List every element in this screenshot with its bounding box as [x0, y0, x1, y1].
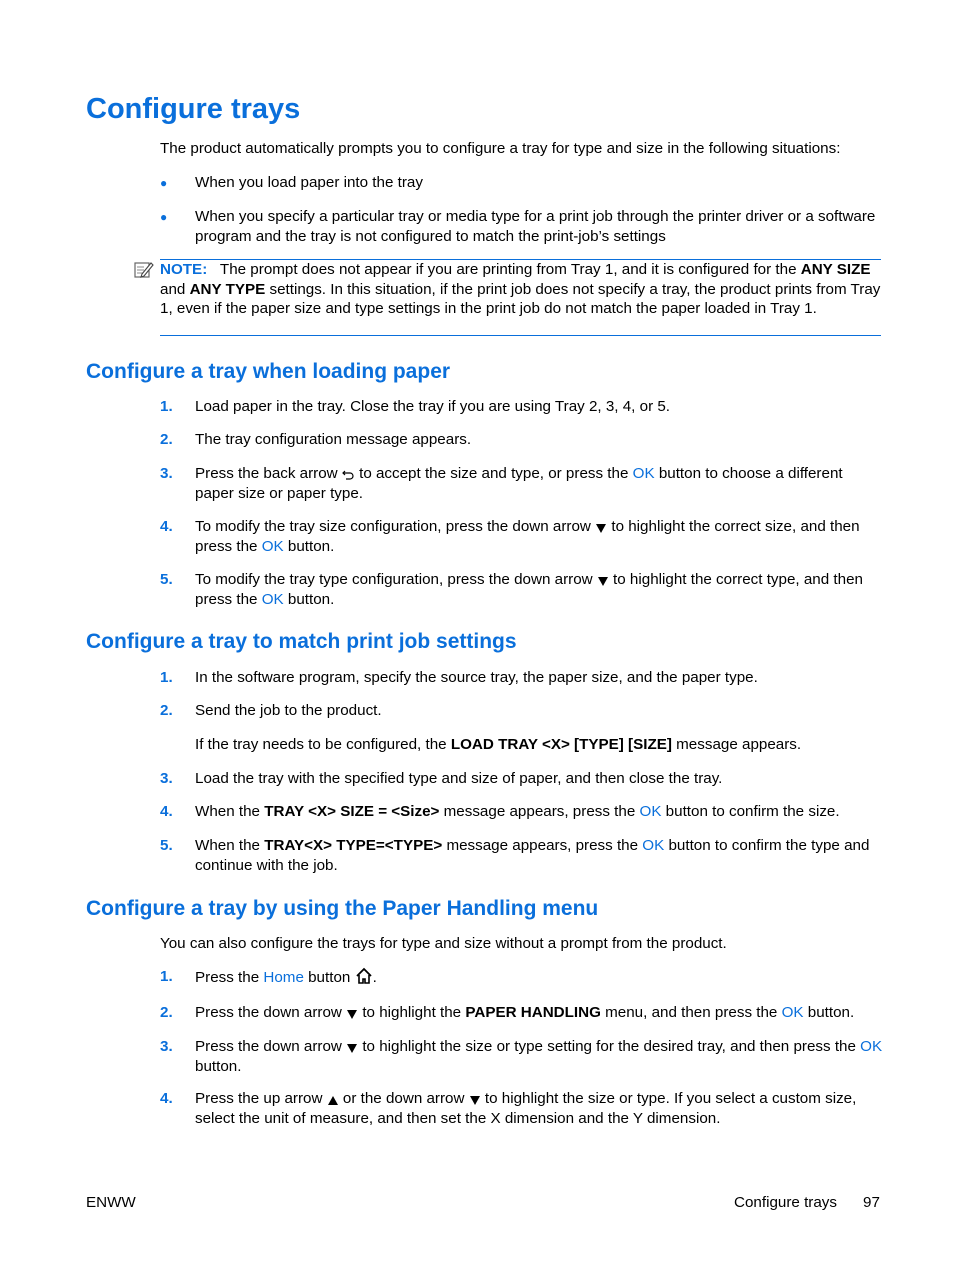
step-text-part: to highlight the correct size, and then press the [195, 518, 860, 555]
note-bold-any-type: ANY TYPE [189, 280, 266, 298]
step-number: 1. [160, 968, 173, 985]
note-text-part: and [160, 280, 190, 298]
step-subtext [195, 735, 883, 755]
note-label: NOTE: [160, 261, 208, 278]
note-text-part: The prompt does not appear if you are printing from Tray 1, and it is configured for the [219, 261, 801, 278]
step-text-part: Press the up arrow [195, 1090, 327, 1107]
step-text-part: to accept the size and type, or press the [354, 465, 633, 482]
footer-left-label: ENWW [86, 1194, 136, 1211]
step-text [195, 967, 883, 988]
step-text-part: Press the down arrow [195, 1038, 347, 1055]
bullet-item: When you specify a particular tray or media type for a print job through the printer driver or a software program and the tray is not configured to match the print-job’s settings [195, 208, 876, 245]
ok-button-label: OK [261, 590, 284, 608]
step-number: 1. [160, 398, 173, 415]
step-number: 1. [160, 669, 173, 686]
down-arrow-icon [595, 522, 607, 534]
step-number: 3. [160, 770, 173, 787]
step-text-part: to highlight the correct type, and then press the [195, 571, 863, 608]
section-heading-print-job-settings: Configure a tray to match print job settings [86, 630, 517, 653]
bullet-icon: ● [160, 176, 168, 190]
step-text-part: to highlight the size or type setting for the desired tray, and then press the [358, 1038, 861, 1055]
step-text-part: button. [803, 1004, 855, 1021]
step-number: 4. [160, 1090, 173, 1107]
step-text-part: or the down arrow [338, 1090, 469, 1107]
step-text-part: button [303, 969, 355, 986]
ok-button-label: OK [781, 1004, 804, 1021]
step-text [195, 517, 883, 556]
step-number: 4. [160, 803, 173, 820]
step-text: Load the tray with the specified type and size of paper, and then close the tray. [195, 770, 723, 787]
down-arrow-icon [346, 1008, 358, 1020]
ok-button-label: OK [860, 1038, 883, 1055]
step-text-part: To modify the tray size configuration, press the down arrow [195, 518, 596, 535]
step-number: 2. [160, 431, 173, 448]
load-tray-message: LOAD TRAY <X> [TYPE] [SIZE] [450, 736, 672, 753]
bullet-item: When you load paper into the tray [195, 174, 423, 191]
step-number: 3. [160, 465, 173, 482]
step-text: Send the job to the product. [195, 702, 382, 719]
bullet-icon: ● [160, 210, 168, 224]
step-text-part: Press the [195, 969, 264, 986]
down-arrow-icon [597, 575, 609, 587]
step-number: 5. [160, 837, 173, 854]
step-text-part: button to confirm the size. [661, 803, 840, 820]
down-arrow-icon [469, 1094, 481, 1106]
section-heading-loading-paper: Configure a tray when loading paper [86, 360, 451, 383]
step-text-part: menu, and then press the [600, 1004, 782, 1021]
step-text [195, 1003, 883, 1023]
step-text [195, 802, 883, 822]
tray-size-message: TRAY <X> SIZE = <Size> [264, 803, 440, 820]
page-number: 97 [863, 1194, 880, 1211]
step-text [195, 1037, 883, 1076]
step-text: In the software program, specify the source tray, the paper size, and the paper type. [195, 669, 758, 686]
paper-handling-menu-name: PAPER HANDLING [465, 1004, 601, 1021]
tray-type-message: TRAY<X> TYPE=<TYPE> [264, 837, 443, 854]
home-button-label: Home [263, 969, 304, 986]
ok-button-label: OK [642, 837, 665, 854]
step-text-part: Press the down arrow [195, 1004, 347, 1021]
step-text: Load paper in the tray. Close the tray if you are using Tray 2, 3, 4, or 5. [195, 398, 671, 415]
step-text-part: When the [195, 837, 265, 854]
step-text [195, 836, 883, 875]
step-text-part: Press the back arrow [195, 465, 342, 482]
up-arrow-icon [327, 1094, 339, 1106]
page-title: Configure trays [86, 93, 301, 125]
step-number: 2. [160, 702, 173, 719]
section-intro: You can also configure the trays for type and size without a prompt from the product. [160, 935, 727, 952]
step-text [195, 464, 883, 503]
step-text-part: message appears. [671, 736, 802, 753]
step-text-part: button. [195, 1057, 242, 1075]
step-text-part: button. [283, 590, 335, 608]
intro-paragraph: The product automatically prompts you to configure a tray for type and size in the following situations: [160, 140, 841, 157]
ok-button-label: OK [639, 803, 662, 820]
step-number: 5. [160, 571, 173, 588]
step-text [195, 1089, 883, 1128]
note-bold-any-size: ANY SIZE [800, 261, 871, 278]
step-number: 3. [160, 1038, 173, 1055]
note-pencil-icon [134, 260, 154, 280]
home-icon [355, 967, 373, 985]
section-heading-paper-handling-menu: Configure a tray by using the Paper Handling menu [86, 897, 599, 920]
step-text: The tray configuration message appears. [195, 431, 472, 448]
step-text-part: button to confirm the type and continue with the job. [195, 837, 870, 874]
note-text-part: settings. In this situation, if the print job does not specify a tray, the product prints from Tray 1, even if the paper size and type settings in the print job do not match the paper loaded in Tray 1. [160, 280, 881, 317]
ok-button-label: OK [632, 465, 655, 482]
back-arrow-icon [342, 468, 355, 481]
step-text-part: To modify the tray type configuration, press the down arrow [195, 571, 597, 588]
step-text-part: message appears, press the [439, 803, 640, 820]
step-text-part: message appears, press the [442, 837, 643, 854]
step-text-part: When the [195, 803, 265, 820]
footer-section-title: Configure trays [734, 1194, 837, 1211]
step-text-part: button to choose a different paper size or paper type. [195, 465, 843, 502]
ok-button-label: OK [261, 537, 284, 555]
step-number: 2. [160, 1004, 173, 1021]
step-text-part: to highlight the [358, 1004, 466, 1021]
step-text [195, 570, 883, 609]
step-text-part: . [372, 969, 377, 986]
note-text [160, 260, 882, 319]
step-text-part: If the tray needs to be configured, the [195, 736, 451, 753]
down-arrow-icon [346, 1042, 358, 1054]
step-number: 4. [160, 518, 173, 535]
step-text-part: button. [283, 537, 335, 555]
step-text-part: to highlight the size or type. If you select a custom size, select the unit of measure, and then set the X dimension and the Y dimension. [195, 1090, 857, 1127]
